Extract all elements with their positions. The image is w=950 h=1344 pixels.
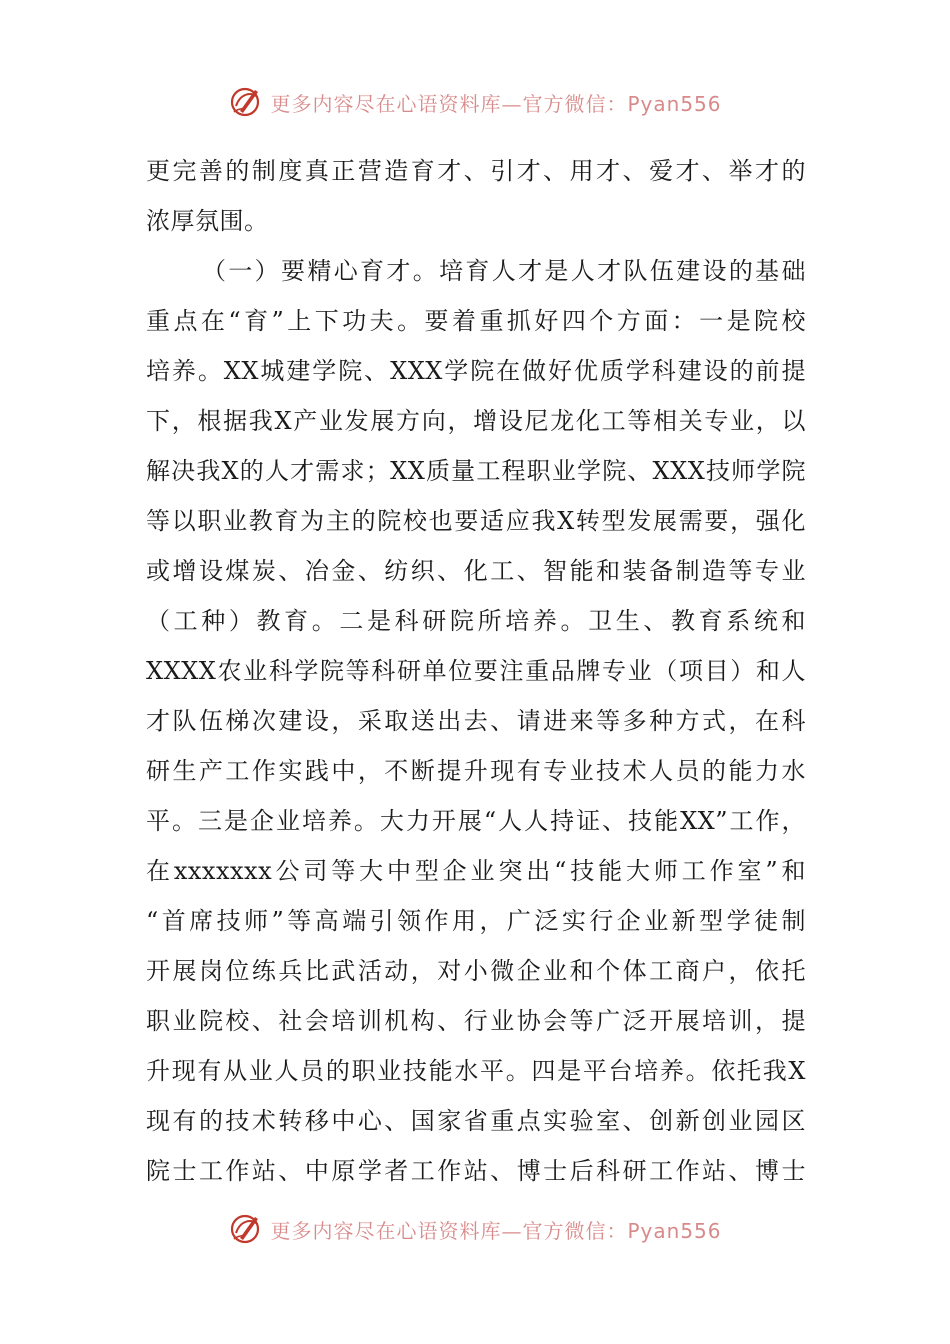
text-line: 更完善的制度真正营造育才、引才、用才、爱才、举才的 (146, 157, 806, 185)
text-line: 浓厚氛围。 (146, 207, 269, 235)
text-line: 平。三是企业培养。大力开展“人人持证、技能XX”工作， (146, 807, 806, 835)
text-line: （一）要精心育才。培育人才是人才队伍建设的基础 (202, 257, 806, 285)
text-line: 解决我X的人才需求；XX质量工程职业学院、XXX技师学院 (146, 457, 806, 485)
text-line: 或增设煤炭、冶金、纺织、化工、智能和装备制造等专业 (146, 557, 806, 585)
text-line: （工种）教育。二是科研院所培养。卫生、教育系统和 (146, 607, 806, 635)
text-line: XXXX农业科学院等科研单位要注重品牌专业（项目）和人 (146, 657, 806, 685)
watermark-banner-top (0, 82, 950, 122)
text-line: 开展岗位练兵比武活动，对小微企业和个体工商户，依托 (146, 957, 806, 985)
text-line: 研生产工作实践中，不断提升现有专业技术人员的能力水 (146, 757, 806, 785)
pen-swirl-logo-icon (228, 84, 264, 120)
text-line: “首席技师”等高端引领作用，广泛实行企业新型学徒制 (146, 907, 806, 935)
watermark-text: 更多内容尽在心语资料库—官方微信： (270, 1218, 628, 1243)
watermark-banner-bottom (0, 1209, 950, 1249)
text-line: 升现有从业人员的职业技能水平。四是平台培养。依托我X (146, 1057, 806, 1085)
document-body (146, 146, 806, 1196)
text-line: 职业院校、社会培训机构、行业协会等广泛开展培训，提 (146, 1007, 806, 1035)
text-line: 下，根据我X产业发展方向，增设尼龙化工等相关专业，以 (146, 407, 806, 435)
text-line: 培养。XX城建学院、XXX学院在做好优质学科建设的前提 (146, 357, 806, 385)
text-line: 重点在“育”上下功夫。要着重抓好四个方面：一是院校 (146, 307, 806, 335)
watermark-text: 更多内容尽在心语资料库—官方微信： (270, 91, 628, 116)
pen-swirl-logo-icon (228, 1211, 264, 1247)
watermark-wechat-id: Pyan556 (627, 91, 722, 116)
text-line: 才队伍梯次建设，采取送出去、请进来等多种方式，在科 (146, 707, 806, 735)
text-line: 现有的技术转移中心、国家省重点实验室、创新创业园区 (146, 1107, 806, 1135)
watermark-wechat-id: Pyan556 (627, 1218, 722, 1243)
text-line: 等以职业教育为主的院校也要适应我X转型发展需要，强化 (146, 507, 806, 535)
text-line: 在xxxxxxx公司等大中型企业突出“技能大师工作室”和 (146, 857, 806, 885)
text-line: 院士工作站、中原学者工作站、博士后科研工作站、博士 (146, 1157, 806, 1185)
